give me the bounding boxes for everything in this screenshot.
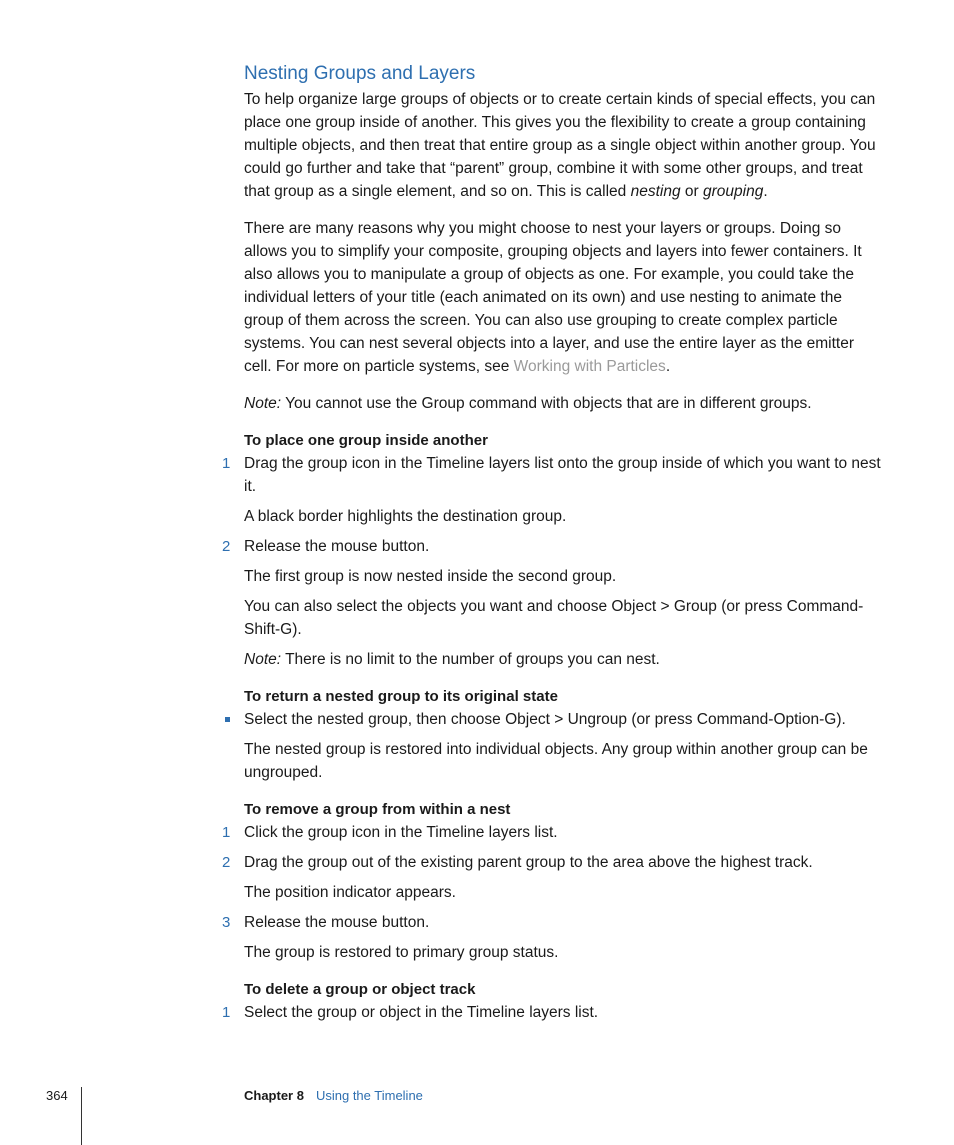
step-text: Release the mouse button. bbox=[244, 914, 430, 931]
step-result: The position indicator appears. bbox=[244, 884, 456, 901]
extra-info: You can also select the objects you want and choose Object > Group (or press Command-Shift-G). bbox=[244, 598, 864, 638]
step-result: A black border highlights the destination group. bbox=[244, 508, 567, 525]
bullet-icon bbox=[225, 717, 230, 722]
intro-paragraph-2 bbox=[244, 217, 884, 378]
step-text: Click the group icon in the Timeline layers list. bbox=[244, 824, 558, 841]
intro-text-2: There are many reasons why you might choose to nest your layers or groups. Doing so allows you to simplify your composite, grouping objects and layers into fewer containers. It also allows you to manipulate a group of objects as one. For example, you could take the individual letters of your title (each animated on its own) and use nesting to animate the group of them across the screen. You can also use grouping to create complex particle systems. You can nest several objects into a layer, and use the entire layer as the emitter cell. For more on particle systems, see bbox=[244, 220, 862, 375]
step-number: 1 bbox=[222, 824, 231, 841]
procedure-title-remove: To remove a group from within a nest bbox=[244, 801, 511, 818]
note-text: There is no limit to the number of groups you can nest. bbox=[281, 651, 660, 668]
step-return bbox=[244, 708, 884, 731]
step-result: The group is restored to primary group status. bbox=[244, 944, 559, 961]
chapter-label: Chapter 8 bbox=[244, 1088, 304, 1103]
step-place-2 bbox=[222, 535, 884, 558]
step-remove-2 bbox=[222, 851, 884, 874]
chapter-info bbox=[244, 1087, 423, 1105]
note-label: Note: bbox=[244, 395, 282, 412]
step-result: The first group is now nested inside the second group. bbox=[244, 568, 617, 585]
intro-text: To help organize large groups of objects or to create certain kinds of special effects, you can place one group inside of another. This gives you the flexibility to create a group containing multiple objects, and then treat that entire group as a single object within another group. You could go further and take that “parent” group, combine it with some other groups, and treat that group as a single element, and so on. This is called bbox=[244, 91, 876, 200]
chapter-title: Using the Timeline bbox=[315, 1088, 423, 1103]
note-2 bbox=[244, 648, 884, 671]
procedure-title-return: To return a nested group to its original state bbox=[244, 688, 558, 705]
step-text: Select the nested group, then choose Object > Ungroup (or press Command-Option-G). bbox=[244, 711, 846, 728]
period: . bbox=[763, 183, 768, 200]
step-delete-1 bbox=[222, 1001, 884, 1024]
page-footer bbox=[0, 1087, 954, 1145]
step-place-1 bbox=[222, 452, 884, 498]
step-text: Release the mouse button. bbox=[244, 538, 430, 555]
step-remove-1 bbox=[222, 821, 884, 844]
period: . bbox=[665, 358, 671, 375]
step-number: 1 bbox=[222, 1004, 231, 1021]
step-result: The nested group is restored into individual objects. Any group within another group can be ungrouped. bbox=[244, 741, 868, 781]
note-text: You cannot use the Group command with objects that are in different groups. bbox=[281, 395, 812, 412]
step-number: 2 bbox=[222, 854, 231, 871]
section-title: Nesting Groups and Layers bbox=[244, 63, 476, 84]
procedure-title-delete: To delete a group or object track bbox=[244, 981, 476, 998]
step-number: 2 bbox=[222, 538, 231, 555]
note-label: Note: bbox=[244, 651, 282, 668]
intro-paragraph-1 bbox=[244, 88, 884, 203]
step-text: Drag the group out of the existing parent group to the area above the highest track. bbox=[244, 854, 813, 871]
step-remove-3 bbox=[222, 911, 884, 934]
note-1 bbox=[244, 392, 884, 415]
footer-divider bbox=[81, 1087, 82, 1145]
page-content bbox=[222, 60, 884, 1024]
connector-text: or bbox=[680, 183, 703, 200]
term-nesting: nesting bbox=[630, 183, 681, 200]
particles-link[interactable]: Working with Particles bbox=[513, 358, 666, 375]
step-text: Select the group or object in the Timeline layers list. bbox=[244, 1004, 599, 1021]
term-grouping: grouping bbox=[702, 183, 764, 200]
page-number: 364 bbox=[46, 1088, 68, 1103]
step-text: Drag the group icon in the Timeline layers list onto the group inside of which you want to nest it. bbox=[244, 455, 881, 495]
step-number: 3 bbox=[222, 914, 231, 931]
step-number: 1 bbox=[222, 455, 231, 472]
procedure-title-place: To place one group inside another bbox=[244, 432, 488, 449]
